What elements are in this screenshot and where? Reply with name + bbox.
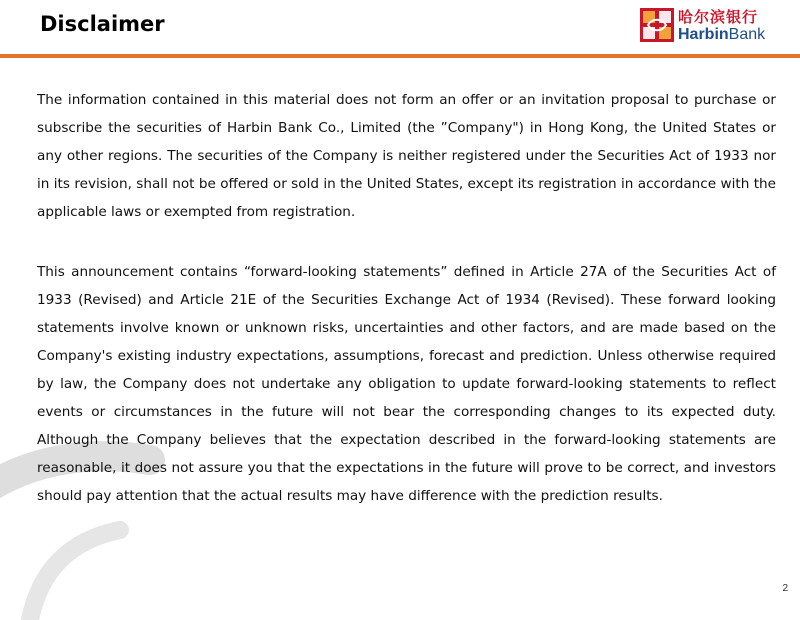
- disclaimer-body: [37, 86, 776, 510]
- disclaimer-paragraph: The information contained in this material does not form an offer or an invitation proposal to purchase or subscribe the securities of Harbin Bank Co., Limited (the ”Company") in Hong Kong, the United States or any other regions. The securities of the Company is neither registered under the Securities Act of 1933 nor in its revision, shall not be offered or sold in the United States, except its registration in accordance with the applicable laws or exempted from registration.: [37, 92, 776, 220]
- disclaimer-paragraph: This announcement contains “forward-looking statements” defined in Article 27A of the Securities Act of 1933 (Revised) and Article 21E of the Securities Exchange Act of 1934 (Revised). These forward looking statements involve known or unknown risks, uncertainties and other factors, and are made based on the Company's existing industry expectations, assumptions, forecast and prediction. Unless otherwise required by law, the Company does not undertake any obligation to update forward-looking statements to reflect events or circumstances in the future will not bear the corresponding changes to its expected duty. Although the Company believes that the expectation described in the forward-looking statements are reasonable, it does not assure you that the expectations in the future will prove to be correct, and investors should pay attention that the actual results may have difference with the prediction results.: [37, 264, 776, 504]
- harbin-bank-logo-icon: [640, 8, 674, 42]
- watermark-arc-inner: [30, 530, 120, 620]
- page-number: 2: [782, 583, 788, 594]
- logo-english-regular: Bank: [728, 26, 766, 43]
- harbin-bank-logo: [640, 8, 780, 46]
- logo-english-bold: Harbin: [678, 26, 729, 43]
- header-divider: [0, 54, 800, 58]
- page-title: Disclaimer: [40, 12, 165, 36]
- logo-english-name: [678, 26, 765, 44]
- logo-chinese-name: 哈尔滨银行: [678, 8, 759, 26]
